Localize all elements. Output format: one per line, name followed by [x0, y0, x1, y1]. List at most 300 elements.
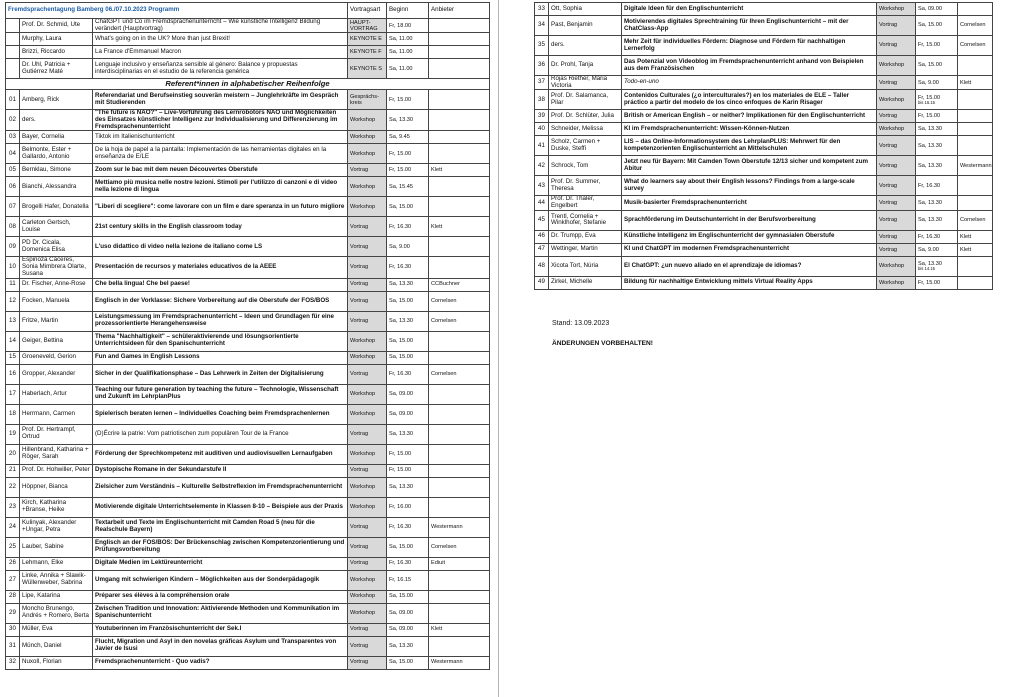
start-time: Sa, 09.00	[387, 623, 429, 636]
table-row	[535, 56, 993, 76]
publisher	[958, 123, 993, 136]
keynote-publisher	[429, 33, 490, 46]
talk-title: Dystopische Romane in der Sekundarstufe II	[93, 464, 348, 477]
table-row	[535, 36, 993, 56]
time-note: bis 16.15	[918, 99, 935, 105]
table-row	[6, 257, 490, 278]
entry-number: 47	[535, 243, 549, 256]
session-type: Workshop	[348, 144, 387, 164]
table-row	[6, 656, 490, 669]
talk-title: 21st century skills in the English classroom today	[93, 217, 348, 237]
session-type: Workshop	[877, 276, 916, 289]
talk-title: British or American English – or neither? Implikationen für den Englischunterricht	[622, 110, 877, 123]
speaker-name: Dr. Trumpp, Eva	[549, 230, 622, 243]
entry-number: 39	[535, 110, 549, 123]
table-row	[6, 144, 490, 164]
speaker-name: Groeneveld, Gerion	[20, 351, 93, 364]
publisher: Klett	[958, 230, 993, 243]
start-time: Fr, 16.00	[387, 497, 429, 517]
entry-number: 46	[535, 230, 549, 243]
publisher	[958, 196, 993, 210]
publisher	[958, 3, 993, 16]
start-time: Sa, 13.30	[387, 477, 429, 497]
table-row	[535, 76, 993, 90]
program-page-right	[504, 0, 1024, 697]
entry-number: 30	[6, 623, 20, 636]
speaker-name: Past, Benjamin	[549, 16, 622, 36]
start-time: Sa, 13.30	[916, 210, 958, 230]
publisher	[958, 90, 993, 110]
keynote-row	[6, 33, 490, 46]
publisher	[429, 331, 490, 351]
table-row	[6, 351, 490, 364]
session-type: Vortrag	[348, 517, 387, 537]
table-row	[535, 156, 993, 176]
start-time: Fr, 15.00 bis 16.15	[916, 90, 958, 110]
table-row	[535, 123, 993, 136]
talk-title: Bildung für nachhaltige Entwicklung mittels Virtual Reality Apps	[622, 276, 877, 289]
talk-title: Umgang mit schwierigen Kindern – Möglichkeiten aus der Sonderpädagogik	[93, 570, 348, 590]
session-type: Vortrag	[348, 278, 387, 291]
table-row	[6, 217, 490, 237]
publisher	[429, 110, 490, 131]
publisher	[429, 177, 490, 197]
entry-number: 12	[6, 291, 20, 311]
publisher: Klett	[958, 76, 993, 90]
talk-title: Motivierendes digitales Sprechtraining für Ihren Englischunterricht – mit der ChatClass-App	[622, 16, 877, 36]
speaker-name: Müller, Eva	[20, 623, 93, 636]
start-time: Sa, 13.30	[916, 136, 958, 156]
entry-number: 20	[6, 444, 20, 464]
entry-number: 08	[6, 217, 20, 237]
start-time: Sa, 13.30	[387, 278, 429, 291]
session-type: Workshop	[348, 351, 387, 364]
entry-number: 16	[6, 364, 20, 384]
entry-number: 06	[6, 177, 20, 197]
stand-date: Stand: 13.09.2023	[552, 320, 610, 327]
entry-number: 45	[535, 210, 549, 230]
entry-number: 34	[535, 16, 549, 36]
talk-title: Sicher in der Qualifikationsphase – Das Lehrwerk in Zeiten der Digitalisierung	[93, 364, 348, 384]
table-row	[535, 16, 993, 36]
table-row	[6, 444, 490, 464]
publisher	[429, 257, 490, 278]
talk-title: Motivierende digitale Unterrichtselemente in Klassen 8-10 – Beispiele aus der Praxis	[93, 497, 348, 517]
table-row	[6, 278, 490, 291]
speaker-name: Linke, Annika + Slawik-Wüllenweber, Sabrina	[20, 570, 93, 590]
speaker-name: Höppner, Bianca	[20, 477, 93, 497]
session-type: Vortrag	[348, 364, 387, 384]
talk-title: Mettiamo più musica nelle nostre lezioni. Stimoli per l'utilizzo di canzoni e di video nella lezione di lingua	[93, 177, 348, 197]
keynote-num	[6, 46, 20, 59]
speaker-name: Prof. Dr. Schlüter, Julia	[549, 110, 622, 123]
session-type: Vortrag	[877, 196, 916, 210]
publisher	[429, 464, 490, 477]
publisher	[429, 144, 490, 164]
speaker-name: Geiger, Bettina	[20, 331, 93, 351]
speaker-name: Brogelli Hafer, Donatella	[20, 197, 93, 217]
publisher	[958, 276, 993, 289]
start-time: Sa, 15.00	[387, 331, 429, 351]
talk-title: Künstliche Intelligenz im Englischunterricht der gymnasialen Oberstufe	[622, 230, 877, 243]
speaker-name: Belmonte, Ester + Gallardo, Antonio	[20, 144, 93, 164]
table-row	[6, 424, 490, 444]
entry-number: 10	[6, 257, 20, 278]
entry-number: 03	[6, 131, 20, 144]
keynote-row	[6, 19, 490, 33]
entry-number: 28	[6, 590, 20, 603]
publisher: Westermann	[429, 656, 490, 669]
session-type: Vortrag	[877, 76, 916, 90]
column-header-start: Beginn	[387, 3, 429, 19]
table-row	[6, 570, 490, 590]
talk-title: KI im Fremdsprachenunterricht: Wissen-Können-Nutzen	[622, 123, 877, 136]
table-row	[6, 291, 490, 311]
keynote-publisher	[429, 19, 490, 33]
keynote-type: HAUPT-VORTRAG	[348, 19, 387, 33]
speaker-name: Bianchi, Alessandra	[20, 177, 93, 197]
entry-number: 40	[535, 123, 549, 136]
table-row	[6, 477, 490, 497]
start-time: Sa, 09.00	[387, 603, 429, 623]
start-time: Fr, 16.15	[387, 570, 429, 590]
entry-number: 36	[535, 56, 549, 76]
speaker-name: Schneider, Melissa	[549, 123, 622, 136]
table-row	[535, 136, 993, 156]
publisher: Klett	[429, 217, 490, 237]
talk-title: "The future is NAO?" – Live-Vorführung des Lernrobotors NAO und Möglichkeiten des Einsatzes künstlicher Intelligenz zur Individualisierung und Differenzierung im Fremdsprachenunterricht	[93, 110, 348, 131]
session-type: Vortrag	[877, 156, 916, 176]
start-time: Sa, 15.00	[387, 197, 429, 217]
session-type: Workshop	[348, 570, 387, 590]
session-type: Workshop	[348, 131, 387, 144]
start-time: Fr, 16.30	[916, 230, 958, 243]
speaker-name: Haberlach, Artur	[20, 384, 93, 404]
session-type: Vortrag	[348, 217, 387, 237]
start-time: Fr, 15.00	[387, 164, 429, 177]
keynote-speaker: Prof. Dr. Schmid, Ute	[20, 19, 93, 33]
session-type: Vortrag	[877, 136, 916, 156]
talk-title: Sprachförderung im Deutschunterricht in der Berufsvorbereitung	[622, 210, 877, 230]
publisher: Westermann	[958, 156, 993, 176]
publisher	[429, 570, 490, 590]
entry-number: 05	[6, 164, 20, 177]
entry-number: 35	[535, 36, 549, 56]
table-row	[6, 90, 490, 110]
publisher	[429, 636, 490, 656]
speaker-name: Prof. Dr. Summer, Theresa	[549, 176, 622, 196]
start-time: Fr, 15.00	[916, 276, 958, 289]
session-type: Vortrag	[877, 16, 916, 36]
talk-title: Tiktok im Italienischunterricht	[93, 131, 348, 144]
speaker-name: Prof. Dr. Hertrampf, Ortrud	[20, 424, 93, 444]
publisher	[958, 176, 993, 196]
publisher	[429, 497, 490, 517]
talk-title: Textarbeit und Texte im Englischunterricht mit Camden Road 5 (neu für die Realschule Bayern)	[93, 517, 348, 537]
talk-title: Förderung der Sprechkompetenz mit auditiven und audiovisuellen Lernaufgaben	[93, 444, 348, 464]
keynote-title: Lenguaje inclusivo y enseñanza sensible al género: Balance y propuestas interdisciplinarias en el estudio de la referencia genérica	[93, 59, 348, 79]
keynote-speaker: Dr. Uhl, Patricia + Gutiérrez Maté	[20, 59, 93, 79]
entries-right	[535, 3, 993, 290]
entry-number: 42	[535, 156, 549, 176]
session-type: Vortrag	[348, 623, 387, 636]
talk-title: Spielerisch beraten lernen – Individuelles Coaching beim Fremdsprachenlernen	[93, 404, 348, 424]
column-header-publisher: Anbieter	[429, 3, 490, 19]
table-row	[6, 537, 490, 557]
speaker-name: Prof. Dr. Salamanca, Pilar	[549, 90, 622, 110]
table-row	[6, 364, 490, 384]
session-type: Workshop	[877, 90, 916, 110]
talk-title: Todo-en-uno	[622, 76, 877, 90]
talk-title: Zoom sur le bac mit dem neuen Découvertes Oberstufe	[93, 164, 348, 177]
session-type: Workshop	[348, 590, 387, 603]
entry-number: 33	[535, 3, 549, 16]
speaker-name: Bernklau, Simone	[20, 164, 93, 177]
keynote-type: KEYNOTE F	[348, 46, 387, 59]
start-time: Sa, 15.45	[387, 177, 429, 197]
talk-title: Digitale Ideen für den Englischunterricht	[622, 3, 877, 16]
start-time: Sa, 9.00	[916, 243, 958, 256]
table-row	[6, 636, 490, 656]
session-type: Vortrag	[348, 557, 387, 570]
publisher	[429, 444, 490, 464]
entry-number: 17	[6, 384, 20, 404]
session-type: Workshop	[877, 123, 916, 136]
talk-title: Digitale Medien im Lektüreunterricht	[93, 557, 348, 570]
publisher	[429, 404, 490, 424]
talk-title: Mehr Zeit für individuelles Fördern: Diagnose und Fördern für nachhaltigen Lernerfolg	[622, 36, 877, 56]
publisher: Cornelsen	[958, 210, 993, 230]
entry-number: 29	[6, 603, 20, 623]
start-time: Sa, 09.00	[387, 384, 429, 404]
table-row	[6, 164, 490, 177]
start-time: Fr, 16.30	[387, 557, 429, 570]
speaker-name: Lauber, Sabine	[20, 537, 93, 557]
entry-number: 27	[6, 570, 20, 590]
talk-title: Das Potenzial von Videoblog im Fremdsprachenunterricht anhand von Beispielen aus dem Französischen	[622, 56, 877, 76]
keynote-title: ChatGPT und Co im Fremdsprachenunterricht – Wie künstliche Intelligenz Bildung verändert (Hauptvortrag)	[93, 19, 348, 33]
speaker-name: Rojas Riether, Maria Victoria	[549, 76, 622, 90]
speaker-name: Lehmann, Elke	[20, 557, 93, 570]
talk-title: (D)Écrire la patrie: Vom patriotischen zum populären Tour de la France	[93, 424, 348, 444]
entry-number: 32	[6, 656, 20, 669]
start-time: Sa, 15.00	[916, 56, 958, 76]
keynote-time: Sa, 11.00	[387, 59, 429, 79]
session-type: Workshop	[348, 477, 387, 497]
keynote-row	[6, 59, 490, 79]
speaker-name: Focken, Manuela	[20, 291, 93, 311]
speaker-name: Dr. Fischer, Anne-Rose	[20, 278, 93, 291]
column-header-type: Vortragsart	[348, 3, 387, 19]
speaker-name: Moncho Brunengo, Andrés + Romero, Berta	[20, 603, 93, 623]
publisher: Klett	[958, 243, 993, 256]
session-type: Vortrag	[348, 636, 387, 656]
keynote-publisher	[429, 46, 490, 59]
speaker-name: Kirch, Katharina +Branse, Heike	[20, 497, 93, 517]
speaker-name: Hillenbrand, Katharina + Röger, Sarah	[20, 444, 93, 464]
talk-title: Referendariat und Berufseinstieg souverän meistern – Junglehrkräfte im Gespräch mit Studierenden	[93, 90, 348, 110]
speaker-name: Prof. Dr. Hohwiller, Peter	[20, 464, 93, 477]
entry-number: 18	[6, 404, 20, 424]
table-row	[6, 603, 490, 623]
talk-title: Flucht, Migration und Asyl in den novelas gráficas Asylum und Transparentes von Javier de Isusi	[93, 636, 348, 656]
session-type: Workshop	[348, 603, 387, 623]
start-time: Sa, 13.30	[387, 636, 429, 656]
start-time: Fr, 15.00	[916, 110, 958, 123]
talk-title: Jetzt neu für Bayern: Mit Camden Town Oberstufe 12/13 sicher und kompetent zum Abitur	[622, 156, 877, 176]
speaker-name: Prof. Dr. Thaler, Engelbert	[549, 196, 622, 210]
entry-number: 31	[6, 636, 20, 656]
publisher	[429, 131, 490, 144]
session-type: Gesprächs-kreis	[348, 90, 387, 110]
session-type: Vortrag	[877, 36, 916, 56]
publisher: Ediuit	[429, 557, 490, 570]
session-type: Vortrag	[877, 176, 916, 196]
start-time: Fr, 16.30	[916, 176, 958, 196]
table-row	[535, 110, 993, 123]
section-row	[6, 79, 490, 90]
table-row	[535, 3, 993, 16]
talk-title: Zwischen Tradition und Innovation: Aktivierende Methoden und Kommunikation im Spanischunterricht	[93, 603, 348, 623]
program-table-left	[5, 2, 490, 670]
talk-title: Thema "Nachhaltigkeit" – schüleraktivierende und lösungsorientierte Unterrichtsideen für den Spanischunterricht	[93, 331, 348, 351]
session-type: Vortrag	[348, 424, 387, 444]
entry-number: 19	[6, 424, 20, 444]
session-type: Vortrag	[348, 291, 387, 311]
keynote-time: Fr, 18.00	[387, 19, 429, 33]
start-time: Sa, 13.30 bis 14.15	[916, 256, 958, 276]
publisher	[958, 256, 993, 276]
speaker-name: Lipe, Katarina	[20, 590, 93, 603]
publisher	[958, 110, 993, 123]
talk-title: El ChatGPT: ¿un nuevo aliado en el aprendizaje de idiomas?	[622, 256, 877, 276]
start-time: Sa, 9.45	[387, 131, 429, 144]
talk-title: Youtuberinnen im Französischunterricht der Sek.I	[93, 623, 348, 636]
entry-number: 22	[6, 477, 20, 497]
publisher	[429, 237, 490, 257]
table-row	[6, 110, 490, 131]
start-time: Fr, 15.00	[387, 90, 429, 110]
start-time: Fr, 16.30	[387, 364, 429, 384]
keynote-speaker: Brizzi, Riccardo	[20, 46, 93, 59]
keynote-time: Sa, 11.00	[387, 46, 429, 59]
publisher: Cornelsen	[958, 36, 993, 56]
table-row	[6, 384, 490, 404]
entry-number: 15	[6, 351, 20, 364]
publisher	[429, 477, 490, 497]
publisher: Cornelsen	[429, 364, 490, 384]
session-type: Workshop	[348, 404, 387, 424]
speaker-name: Kulinyak, Alexander +Ungar, Petra	[20, 517, 93, 537]
entry-number: 14	[6, 331, 20, 351]
publisher: CCBuchner	[429, 278, 490, 291]
table-row	[535, 243, 993, 256]
table-row	[6, 331, 490, 351]
talk-title: Teaching our future generation by teaching the future – Technologie, Wissenschaft und Zukunft im LehrplanPlus	[93, 384, 348, 404]
keynote-speaker: Murphy, Laura	[20, 33, 93, 46]
publisher	[958, 136, 993, 156]
talk-title: Zielsicher zum Verständnis – Kulturelle Selbstreflexion im Fremdsprachenunterricht	[93, 477, 348, 497]
speaker-name: Zirkel, Michelle	[549, 276, 622, 289]
start-time: Fr, 15.00	[387, 144, 429, 164]
entry-number: 44	[535, 196, 549, 210]
talk-title: Préparer ses élèves à la compréhension orale	[93, 590, 348, 603]
entry-number: 25	[6, 537, 20, 557]
keynote-title: La France d'Emmanuel Macron	[93, 46, 348, 59]
start-time: Sa, 15.00	[387, 656, 429, 669]
publisher: Cornelsen	[429, 291, 490, 311]
talk-title: De la hoja de papel a la pantalla: Implementación de las herramientas digitales en la enseñanza de E/LE	[93, 144, 348, 164]
program-table-right	[534, 2, 993, 290]
session-type: Vortrag	[348, 537, 387, 557]
start-time: Fr, 15.00	[916, 36, 958, 56]
start-time: Sa, 09.00	[916, 3, 958, 16]
talk-title: Fun and Games in English Lessons	[93, 351, 348, 364]
table-row	[535, 176, 993, 196]
entry-number: 41	[535, 136, 549, 156]
talk-title: Fremdsprachenunterricht - Quo vadis?	[93, 656, 348, 669]
speaker-name: Scholz, Carmen + Duske, Steffi	[549, 136, 622, 156]
start-time: Sa, 15.00	[387, 351, 429, 364]
session-type: Vortrag	[348, 311, 387, 331]
start-time: Sa, 9.00	[916, 76, 958, 90]
talk-title: KI und ChatGPT im modernen Fremdsprachenunterricht	[622, 243, 877, 256]
table-row	[535, 196, 993, 210]
publisher	[429, 197, 490, 217]
table-row	[535, 276, 993, 289]
publisher	[429, 424, 490, 444]
start-time: Sa, 9.00	[387, 237, 429, 257]
start-time: Sa, 13.30	[387, 311, 429, 331]
talk-title: Englisch in der Vorklasse: Sichere Vorbereitung auf die Oberstufe der FOS/BOS	[93, 291, 348, 311]
talk-title: What do learners say about their English lessons? Findings from a large-scale survey	[622, 176, 877, 196]
entry-number: 07	[6, 197, 20, 217]
entry-number: 43	[535, 176, 549, 196]
talk-title: Contenidos Culturales (¿o interculturales?) en los materiales de ELE – Taller práctico a partir del modelo de los cinco enfoques de Karin Risager	[622, 90, 877, 110]
start-time: Fr, 15.00	[387, 464, 429, 477]
start-time: Sa, 13.30	[387, 424, 429, 444]
session-type: Workshop	[877, 3, 916, 16]
speaker-name: Herrmann, Carmen	[20, 404, 93, 424]
table-row	[6, 497, 490, 517]
talk-title: L'uso didattico di video nella lezione de italiano come LS	[93, 237, 348, 257]
start-time: Sa, 15.00	[387, 537, 429, 557]
publisher: Klett	[429, 623, 490, 636]
talk-title: Englisch an der FOS/BOS: Der Brückenschlag zwischen Kompetenzorientierung und Prüfungsvorbereitung	[93, 537, 348, 557]
table-row	[6, 623, 490, 636]
session-type: Vortrag	[877, 230, 916, 243]
keynote-row	[6, 46, 490, 59]
entry-number: 48	[535, 256, 549, 276]
start-time: Sa, 13.30	[916, 156, 958, 176]
start-time: Fr, 15.00	[387, 444, 429, 464]
program-title: Fremdsprachentagung Bamberg 06./07.10.2023 Programm	[6, 3, 348, 19]
speaker-name: Xicota Tort, Núria	[549, 256, 622, 276]
publisher	[429, 603, 490, 623]
table-row	[535, 210, 993, 230]
session-type: Vortrag	[348, 164, 387, 177]
start-time: Fr, 16.30	[387, 517, 429, 537]
speaker-name: Münch, Daniel	[20, 636, 93, 656]
speaker-name: Espinoza Cáceres, Sonia Mimbrera Olarte, Susana	[20, 257, 93, 278]
talk-title: LIS – das Online-Informationsystem des LehrplanPLUS: Mehrwert für den kompetenzorienten Englischunterricht an Mittelschulen	[622, 136, 877, 156]
session-type: Vortrag	[348, 464, 387, 477]
time-note: bis 14.15	[918, 266, 935, 271]
session-type: Vortrag	[877, 110, 916, 123]
entry-number: 24	[6, 517, 20, 537]
session-type: Workshop	[348, 444, 387, 464]
publisher	[429, 90, 490, 110]
